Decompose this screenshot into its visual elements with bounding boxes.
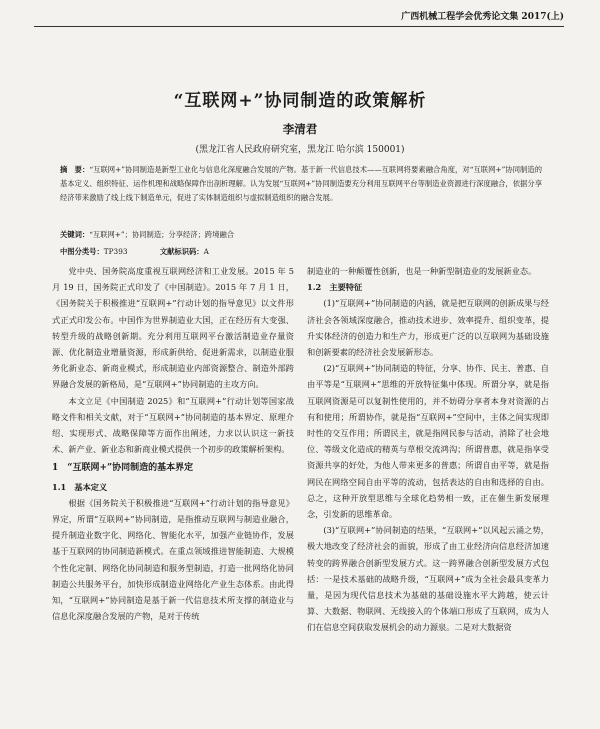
classification-line	[60, 246, 542, 258]
author-affiliation: (黑龙江省人民政府研究室，黑龙江 哈尔滨 150001)	[195, 145, 405, 155]
body-paragraph: 制造业的一种颠覆性创新，也是一种新型制造业的发展新业态。	[307, 266, 537, 276]
body-paragraph: (1)“互联网+”协同制造的内涵，就是把互联网的创新成果与经济社会各领域深度融合，推动技术进步、效率提升、组织变革，提升实体经济的创造力和生产力，形成更广泛的以互联网为基础设施和创新要素的经济社会发展新形态。	[307, 298, 549, 358]
body-paragraph: (3)“互联网+”协同制造的结果，“互联网+”以风起云涌之势，极大地改变了经济社会的面貌，形成了由工业经济向信息经济加速转变的跨界融合创新型发展方式。这一跨界融合创新型发展方式包括：一是技术基础的战略升级，“互联网+”成为全社会最具变革力量，是因为现代信息技术为基础的基础设施水平大跨越，使云计算、大数据、物联网、无线接入的个体端口形成了互联网，成为人们在信息空间获取发展机会的动力源泉。二是对大数据资	[307, 525, 549, 633]
abstract-text: “互联网+”协同制造是新型工业化与信息化深度融合发展的产物。基于新一代信息技术——互联网将要素融合角度，对“互联网+”协同制造的基本定义、组织特征、运作机理和战略保障作出剖析理解。认为发展“互联网+”协同制造要充分利用互联网平台等制造业资源进行深度融合，依据分享经济带来激励了线上线下制造单元，促进了实体制造组织与虚拟制造组织的融合发展。	[60, 165, 542, 202]
keywords-text: “互联网+”；协同制造；分享经济；跨境融合	[89, 230, 235, 239]
abstract-label: 摘 要：	[60, 165, 90, 174]
running-header: 广西机械工程学会优秀论文集 2017(上)	[34, 8, 564, 27]
keywords-label: 关键词：	[60, 230, 90, 239]
body-paragraph: 党中央、国务院高度重视互联网经济和工业发展。2015 年 5 月 19 日，国务院正式印发了《中国制造》。2015 年 7 月 1 日，《国务院关于积极推进“互联网+”行动计划的指导意见》以文件形式正式印发公布。中国作为世界制造业大国，正在经历有大变强、转型升级的战略创新期。充分利用互联网平台激活制造业存量资源、优化制造业增量资源，形成新供给、促进新需求，以制造业服务化新业态、新商业模式，形成制造业内部资源整合、制造外部跨界融合发展的新格局，是“互联网+”协同制造的主攻方向。	[52, 266, 294, 390]
clc-value: TP393	[103, 247, 128, 256]
body-column-right	[307, 263, 549, 636]
keywords-line	[60, 229, 542, 241]
section-heading-1: 1 “互联网+”协同制造的基本界定	[52, 463, 194, 474]
body-paragraph: 本文立足《中国制造 2025》和“互联网+”行动计划等国家战略文件和相关文献，对于“互联网+”协同制造的基本界定、原理介绍、实现形式、战略保障等方面作出阐述，力求以认识这一新技术、新产业、新业态和新商业模式提供一个初步的政策解析架构。	[52, 395, 294, 455]
body-paragraph: (2)“互联网+”协同制造的特征，分享、协作、民主、普惠、自由平等是“互联网+”思维的开放特征集中体现。所谓分享，就是指互联网资源是可以复制性使用的，并不妨碍分享者本身对资源的占有和使用；所谓协作，就是指“互联网+”空间中，主体之间实现即时性的交互作用；所谓民主，就是指网民参与活动，消除了社会地位、等级文化造成的精英与草根交流鸿沟；所谓普惠，就是指享受资源共享的好处，为他人带来更多的普惠；所谓自由平等，就是指网民在网络空间自由平等的流动，包括表达的自由和选择的自由。总之，这种开放型思维与全球化趋势相一致，正在催生新发展理念，引发新的思维革命。	[307, 363, 549, 520]
article-author: 李清君	[282, 122, 318, 136]
clc-label: 中图分类号：	[60, 247, 104, 256]
doc-code-value: A	[203, 247, 209, 256]
abstract-block	[60, 163, 542, 205]
subsection-heading-1-1: 1.1 基本定义	[52, 481, 108, 492]
subsection-heading-1-2: 1.2 主要特征	[307, 282, 363, 293]
doc-code-label: 文献标识码：	[159, 247, 204, 256]
body-column-left	[52, 263, 294, 624]
article-title: “互联网+”协同制造的政策解析	[173, 91, 427, 111]
body-paragraph: 根据《国务院关于积极推进“互联网+”行动计划的指导意见》界定，所谓“互联网+”协同制造，是指推动互联网与制造业融合，提升制造业数字化、网络化、智能化水平，加强产业链协作，发展基于互联网的协同制造新模式。在重点领域推进智能制造、大规模个性化定制、网络化协同制造和服务型制造，打造一批网络化协同制造公共服务平台，加快形成制造业网络化产业生态体系。由此得知，“互联网+”协同制造是基于新一代信息技术所支撑的制造业与信息化深度融合发展的产物，是对于传统	[52, 497, 294, 622]
